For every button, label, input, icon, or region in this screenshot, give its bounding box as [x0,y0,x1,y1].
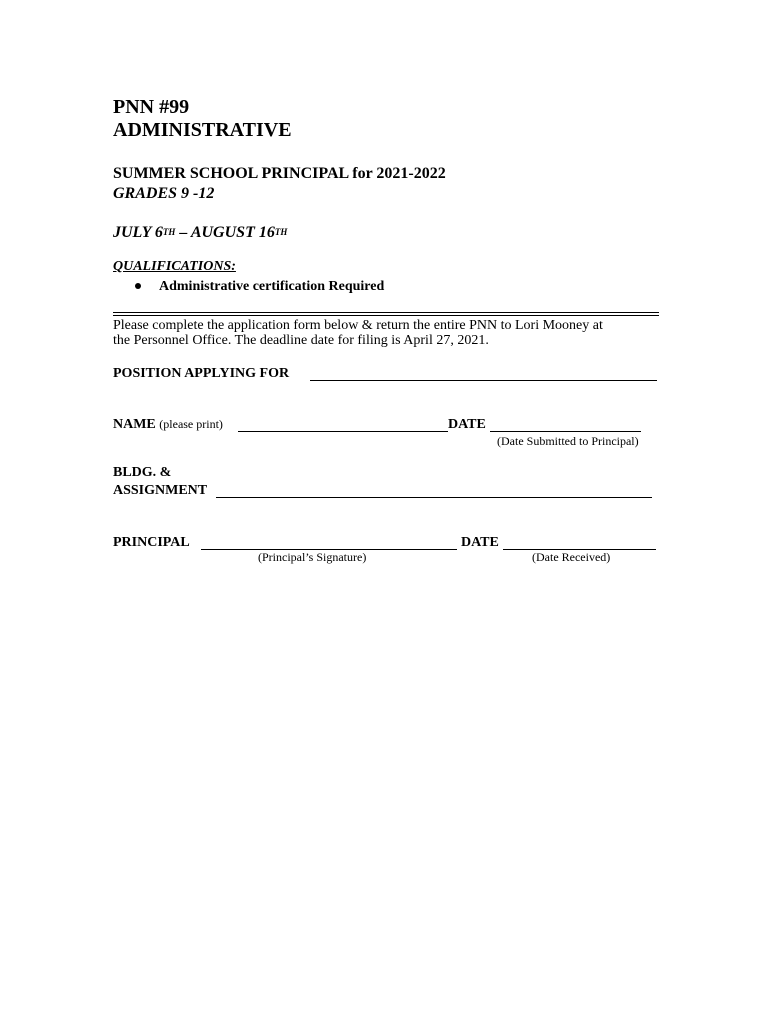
assignment-field[interactable] [216,486,652,498]
name-label: NAME [113,417,156,432]
name-hint: (please print) [159,417,223,431]
date-received-field[interactable] [503,538,656,550]
position-applying-field[interactable] [310,369,657,381]
bullet-icon [135,283,141,289]
principal-date-label: DATE [461,535,499,550]
divider-bottom [113,315,659,316]
grades: GRADES 9 -12 [113,185,215,202]
instructions-line-2: the Personnel Office. The deadline date for filing is April 27, 2021. [113,333,489,348]
end-date: AUGUST 16 [190,224,275,241]
assignment-label: ASSIGNMENT [113,483,208,498]
date-submitted-hint: (Date Submitted to Principal) [497,434,639,448]
qualification-text: Administrative certification Required [159,279,385,294]
name-field[interactable] [238,420,448,432]
date-separator: – [175,224,191,241]
bldg-label: BLDG. & [113,465,172,480]
position-dates [113,224,287,242]
position-title: SUMMER SCHOOL PRINCIPAL for 2021-2022 [113,165,446,182]
principal-signature-hint: (Principal’s Signature) [258,550,367,564]
start-date-suffix: TH [162,227,176,237]
qualification-item [135,279,384,295]
position-applying-row [113,366,289,382]
start-date: JULY 6 [113,224,163,241]
qualifications-heading: QUALIFICATIONS: [113,259,236,274]
date-received-hint: (Date Received) [532,550,611,564]
name-row [113,417,223,433]
date-submitted-field[interactable] [490,420,641,432]
principal-signature-field[interactable] [201,538,457,550]
pnn-number: PNN #99 [113,96,190,118]
date-label: DATE [448,417,486,432]
end-date-suffix: TH [274,227,288,237]
position-applying-label: POSITION APPLYING FOR [113,366,290,381]
principal-label: PRINCIPAL [113,535,190,550]
category-heading: ADMINISTRATIVE [113,119,292,141]
instructions-line-1: Please complete the application form below & return the entire PNN to Lori Mooney at [113,318,603,333]
divider-top [113,312,659,313]
